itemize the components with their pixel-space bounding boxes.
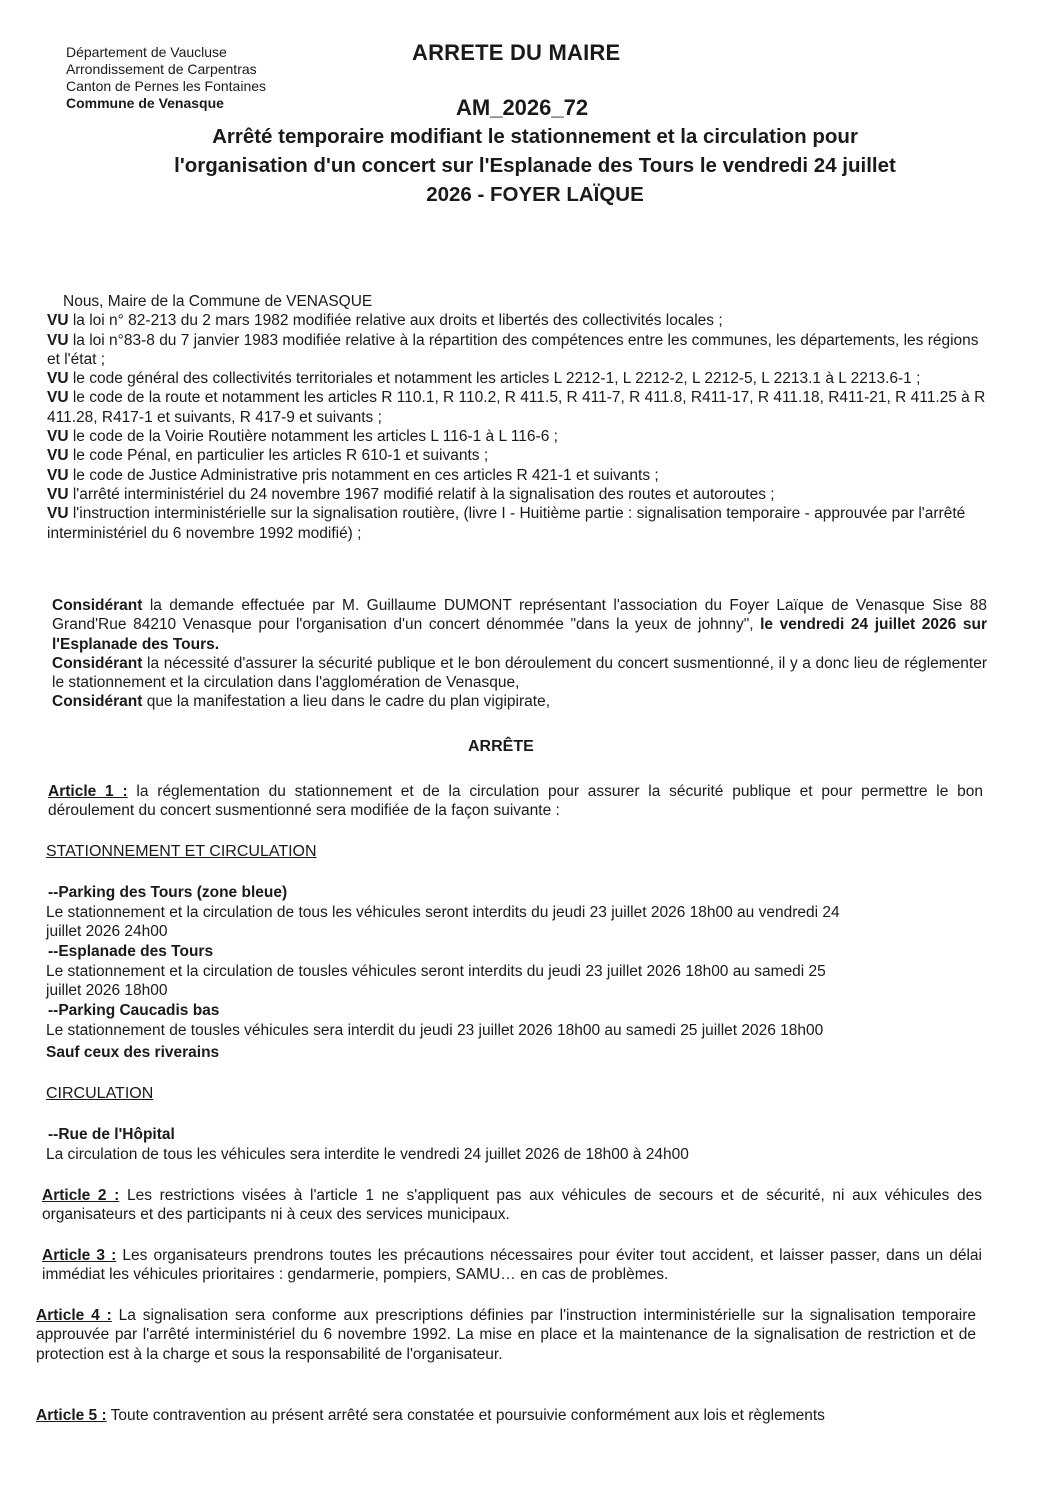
section-heading-stationnement: STATIONNEMENT ET CIRCULATION	[46, 843, 317, 860]
article-3-label: Article 3 :	[42, 1247, 117, 1264]
article-5-label: Article 5 :	[36, 1407, 107, 1424]
vu-label: VU	[47, 466, 69, 484]
vu-item-9: VU l'instruction interministérielle sur la signalisation routière, (livre I - Huitième partie : signalisation temporaire - approuvée par l'arrêté interministériel du 6 novembre 1992 modifié) ;	[47, 505, 966, 542]
item-text-esplanade: Le stationnement et la circulation de tousles véhicules seront interdits du jeudi 23 juillet 2026 18h00 au samedi 25 juillet 2026 18h00	[46, 963, 826, 1000]
considerants	[52, 596, 987, 712]
article-4-label: Article 4 :	[36, 1307, 112, 1324]
article-1: Article 1 : la réglementation du stationnement et de la circulation pour assurer la sécurité publique et pour permettre le bon déroulement du concert susmentionné sera modifiée de la façon suivante :	[48, 783, 983, 820]
document-title: ARRETE DU MAIRE	[412, 40, 621, 65]
preamble-vu	[47, 292, 987, 543]
item-text-caucadis: Le stationnement de tousles véhicules sera interdit du jeudi 23 juillet 2026 18h00 au samedi 25 juillet 2026 18h00	[46, 1022, 824, 1039]
subject-line-2: l'organisation d'un concert sur l'Esplanade des Tours le vendredi 24 juillet	[174, 154, 896, 177]
article-2: Article 2 : Les restrictions visées à l'article 1 ne s'appliquent pas aux véhicules de secours et de sécurité, ni aux véhicules des organisateurs et des participants ni à ceux des services municipaux.	[42, 1187, 983, 1224]
document-reference: AM_2026_72	[456, 95, 589, 120]
vu-label: VU	[47, 370, 69, 388]
preamble-intro: Nous, Maire de la Commune de VENASQUE	[63, 293, 373, 310]
vu-item-6: VU le code Pénal, en particulier les articles R 610-1 et suivants ;	[47, 447, 489, 465]
subject-line-3: 2026 - FOYER LAÏQUE	[426, 183, 644, 206]
article-2-label: Article 2 :	[42, 1187, 120, 1204]
considerant-label: Considérant	[52, 693, 143, 711]
administrative-header	[66, 44, 266, 112]
article-4: Article 4 : La signalisation sera conforme aux prescriptions définies par l'instruction interministérielle sur la signalisation temporaire approuvée par l'arrêté interministériel du 6 novembre 1992. La mise en place et la maintenance de la signalisation de restriction et de protection est à la charge et sous la responsabilité de l'organisateur.	[36, 1307, 976, 1363]
vu-label: VU	[47, 389, 69, 407]
vu-item-5: VU le code de la Voirie Routière notamment les articles L 116-1 à L 116-6 ;	[47, 428, 558, 446]
item-title-caucadis: --Parking Caucadis bas	[48, 1002, 220, 1019]
article-5: Article 5 : Toute contravention au présent arrêté sera constatée et poursuivie conformément aux lois et règlements	[36, 1407, 825, 1424]
item-title-parking-tours: --Parking des Tours (zone bleue)	[48, 884, 288, 901]
subject-line-1: Arrêté temporaire modifiant le stationnement et la circulation pour	[212, 125, 858, 148]
considerant-label: Considérant	[52, 654, 143, 672]
considerant-label: Considérant	[52, 597, 143, 614]
admin-line-canton: Canton de Pernes les Fontaines	[66, 78, 267, 94]
document-subject	[60, 122, 1010, 209]
vu-item-8: VU l'arrêté interministériel du 24 novembre 1967 modifié relatif à la signalisation des routes et autoroutes ;	[47, 485, 775, 503]
considerant-2: Considérant la nécessité d'assurer la sécurité publique et le bon déroulement du concert susmentionné, il y a donc lieu de réglementer le stationnement et la circulation dans l'agglomération de Venasque,	[52, 654, 988, 692]
vu-label: VU	[47, 331, 69, 349]
vu-item-1: VU la loi n° 82-213 du 2 mars 1982 modifiée relative aux droits et libertés des collectivités locales ;	[47, 312, 723, 330]
considerant-date-location: le vendredi 24 juillet 2026 sur l'Esplanade des Tours.	[52, 616, 987, 653]
admin-line-arrondissement: Arrondissement de Carpentras	[66, 61, 257, 77]
item-exception-riverains: Sauf ceux des riverains	[46, 1044, 220, 1061]
vu-item-4: VU le code de la route et notamment les articles R 110.1, R 110.2, R 411.5, R 411-7, R 411.8, R411-17, R 411.18, R411-21, R 411.25 à R 411.28, R417-1 et suivants, R 417-9 et suivants ;	[47, 389, 986, 426]
item-title-esplanade: --Esplanade des Tours	[48, 943, 214, 960]
vu-item-3: VU le code général des collectivités territoriales et notamment les articles L 2212-1, L 2212-2, L 2212-5, L 2213.1 à L 2213.6-1 ;	[47, 370, 921, 388]
vu-label: VU	[47, 428, 69, 446]
section-heading-circulation: CIRCULATION	[46, 1085, 154, 1102]
considerant-3: Considérant que la manifestation a lieu dans le cadre du plan vigipirate,	[52, 693, 551, 711]
admin-line-departement: Département de Vaucluse	[66, 44, 227, 60]
item-text-parking-tours: Le stationnement et la circulation de tous les véhicules seront interdits du jeudi 23 juillet 2026 18h00 au vendredi 24 juillet 2026 24h00	[46, 904, 840, 941]
vu-item-7: VU le code de Justice Administrative pris notamment en ces articles R 421-1 et suivants ;	[47, 466, 659, 484]
vu-item-2: VU la loi n°83-8 du 7 janvier 1983 modifiée relative à la répartition des compétences entre les communes, les départements, les régions et l'état ;	[47, 331, 979, 368]
admin-line-commune: Commune de Venasque	[66, 95, 224, 111]
item-title-rue-hopital: --Rue de l'Hôpital	[48, 1126, 175, 1143]
vu-label: VU	[47, 485, 69, 503]
vu-label: VU	[47, 312, 69, 330]
vu-label: VU	[47, 447, 69, 465]
arrete-heading: ARRÊTE	[468, 738, 534, 755]
item-text-rue-hopital: La circulation de tous les véhicules sera interdite le vendredi 24 juillet 2026 de 18h00 à 24h00	[46, 1146, 689, 1163]
article-3: Article 3 : Les organisateurs prendrons toutes les précautions nécessaires pour éviter tout accident, et laisser passer, dans un délai immédiat les véhicules prioritaires : gendarmerie, pompiers, SAMU… en cas de problèmes.	[42, 1247, 982, 1284]
considerant-1: Considérant la demande effectuée par M. Guillaume DUMONT représentant l'association du Foyer Laïque de Venasque Sise 88 Grand'Rue 84210 Venasque pour l'organisation d'un concert dénommée "dans la yeux de johnny", le vendredi 24 juillet 2026 sur l'Esplanade des Tours.	[52, 597, 987, 653]
article-1-label: Article 1 :	[48, 783, 128, 800]
vu-label: VU	[47, 505, 69, 523]
